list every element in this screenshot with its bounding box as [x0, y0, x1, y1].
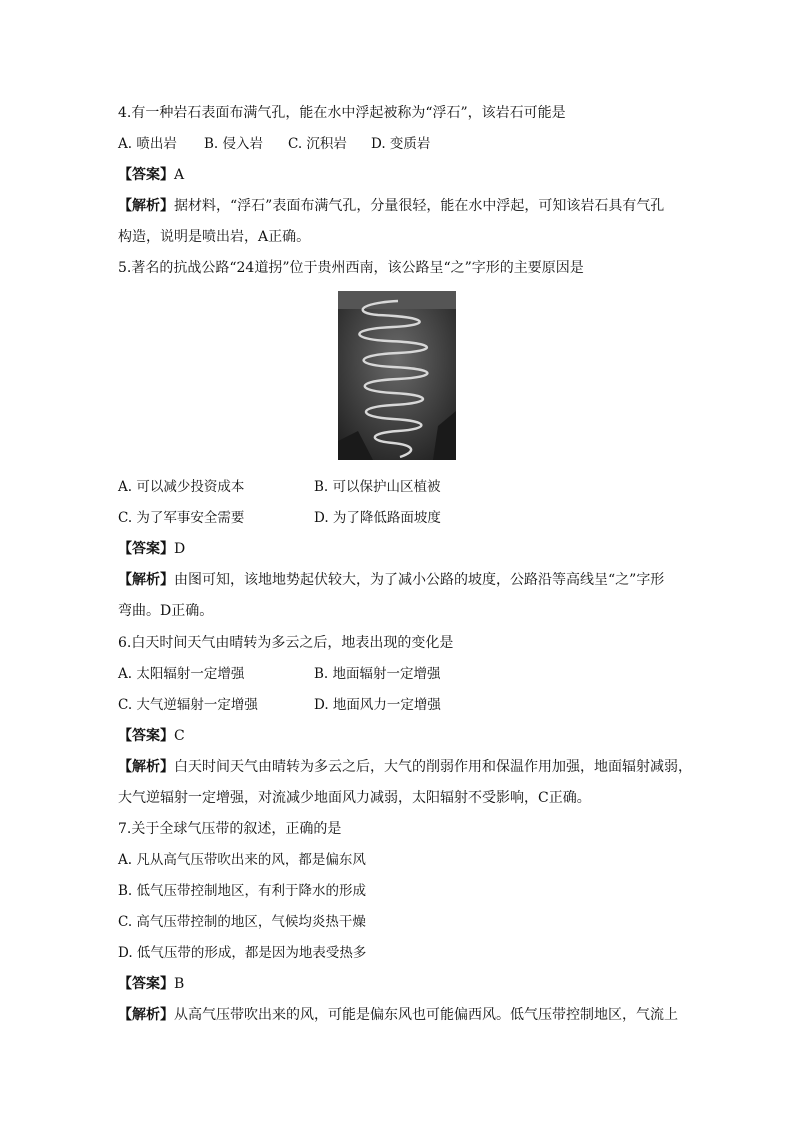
question-5-stem: 5.著名的抗战公路“24道拐”位于贵州西南，该公路呈“之”字形的主要原因是	[118, 260, 584, 276]
q5-option-d: D. 为了降低路面坡度	[314, 510, 441, 526]
answer-value: A	[174, 167, 185, 183]
answer-label: 【答案】	[118, 541, 174, 557]
q5-option-c: C. 为了军事安全需要	[118, 510, 245, 526]
q4-analysis-line-2: 构造，说明是喷出岩，A正确。	[118, 229, 311, 245]
q5-analysis-line-1	[118, 571, 664, 589]
q4-option-d: D. 变质岩	[371, 136, 431, 152]
analysis-label: 【解析】	[118, 198, 174, 214]
answer-value: D	[174, 541, 186, 557]
q6-option-a: A. 太阳辐射一定增强	[118, 666, 245, 682]
q7-option-a: A. 凡从高气压带吹出来的风，都是偏东风	[118, 852, 366, 868]
q6-option-b: B. 地面辐射一定增强	[314, 666, 441, 682]
answer-label: 【答案】	[118, 976, 174, 992]
analysis-text: 从高气压带吹出来的风，可能是偏东风也可能偏西风。低气压带控制地区，气流上	[174, 1007, 678, 1023]
analysis-text: 由图可知，该地地势起伏较大，为了减小公路的坡度，公路沿等高线呈“之”字形	[174, 572, 665, 588]
answer-value: C	[174, 728, 185, 744]
answer-label: 【答案】	[118, 728, 174, 744]
q6-analysis-line-1	[118, 758, 692, 776]
q7-option-d: D. 低气压带的形成，都是因为地表受热多	[118, 945, 367, 961]
analysis-label: 【解析】	[118, 759, 174, 775]
analysis-text: 据材料，“浮石”表面布满气孔，分量很轻，能在水中浮起，可知该岩石具有气孔	[174, 198, 665, 214]
winding-road-illustration	[338, 291, 456, 460]
q7-option-c: C. 高气压带控制的地区，气候均炎热干燥	[118, 914, 366, 930]
q4-option-a: A. 喷出岩	[118, 136, 177, 152]
analysis-text: 白天时间天气由晴转为多云之后，大气的削弱作用和保温作用加强，地面辐射减弱，	[174, 759, 692, 775]
question-7-stem: 7.关于全球气压带的叙述，正确的是	[118, 821, 342, 837]
q6-analysis-line-2: 大气逆辐射一定增强，对流减少地面风力减弱，太阳辐射不受影响，C正确。	[118, 790, 591, 806]
q6-option-d: D. 地面风力一定增强	[314, 697, 441, 713]
answer-label: 【答案】	[118, 167, 174, 183]
q7-analysis-line-1	[118, 1006, 678, 1024]
q6-option-c: C. 大气逆辐射一定增强	[118, 697, 258, 713]
q4-option-b: B. 侵入岩	[204, 136, 264, 152]
q5-option-b: B. 可以保护山区植被	[314, 479, 441, 495]
q5-analysis-line-2: 弯曲。D正确。	[118, 603, 214, 619]
q4-option-c: C. 沉积岩	[288, 136, 347, 152]
question-4-stem: 4.有一种岩石表面布满气孔，能在水中浮起被称为“浮石”，该岩石可能是	[118, 105, 566, 121]
q6-answer	[118, 727, 185, 745]
winding-road-photo	[338, 291, 456, 460]
question-6-stem: 6.白天时间天气由晴转为多云之后，地表出现的变化是	[118, 635, 454, 651]
analysis-label: 【解析】	[118, 1007, 174, 1023]
analysis-label: 【解析】	[118, 572, 174, 588]
q4-answer	[118, 166, 184, 184]
answer-value: B	[174, 976, 185, 992]
q7-option-b: B. 低气压带控制地区，有利于降水的形成	[118, 883, 367, 899]
q4-analysis-line-1	[118, 197, 664, 215]
q7-answer	[118, 975, 184, 993]
q5-answer	[118, 540, 185, 558]
q5-option-a: A. 可以减少投资成本	[118, 479, 245, 495]
